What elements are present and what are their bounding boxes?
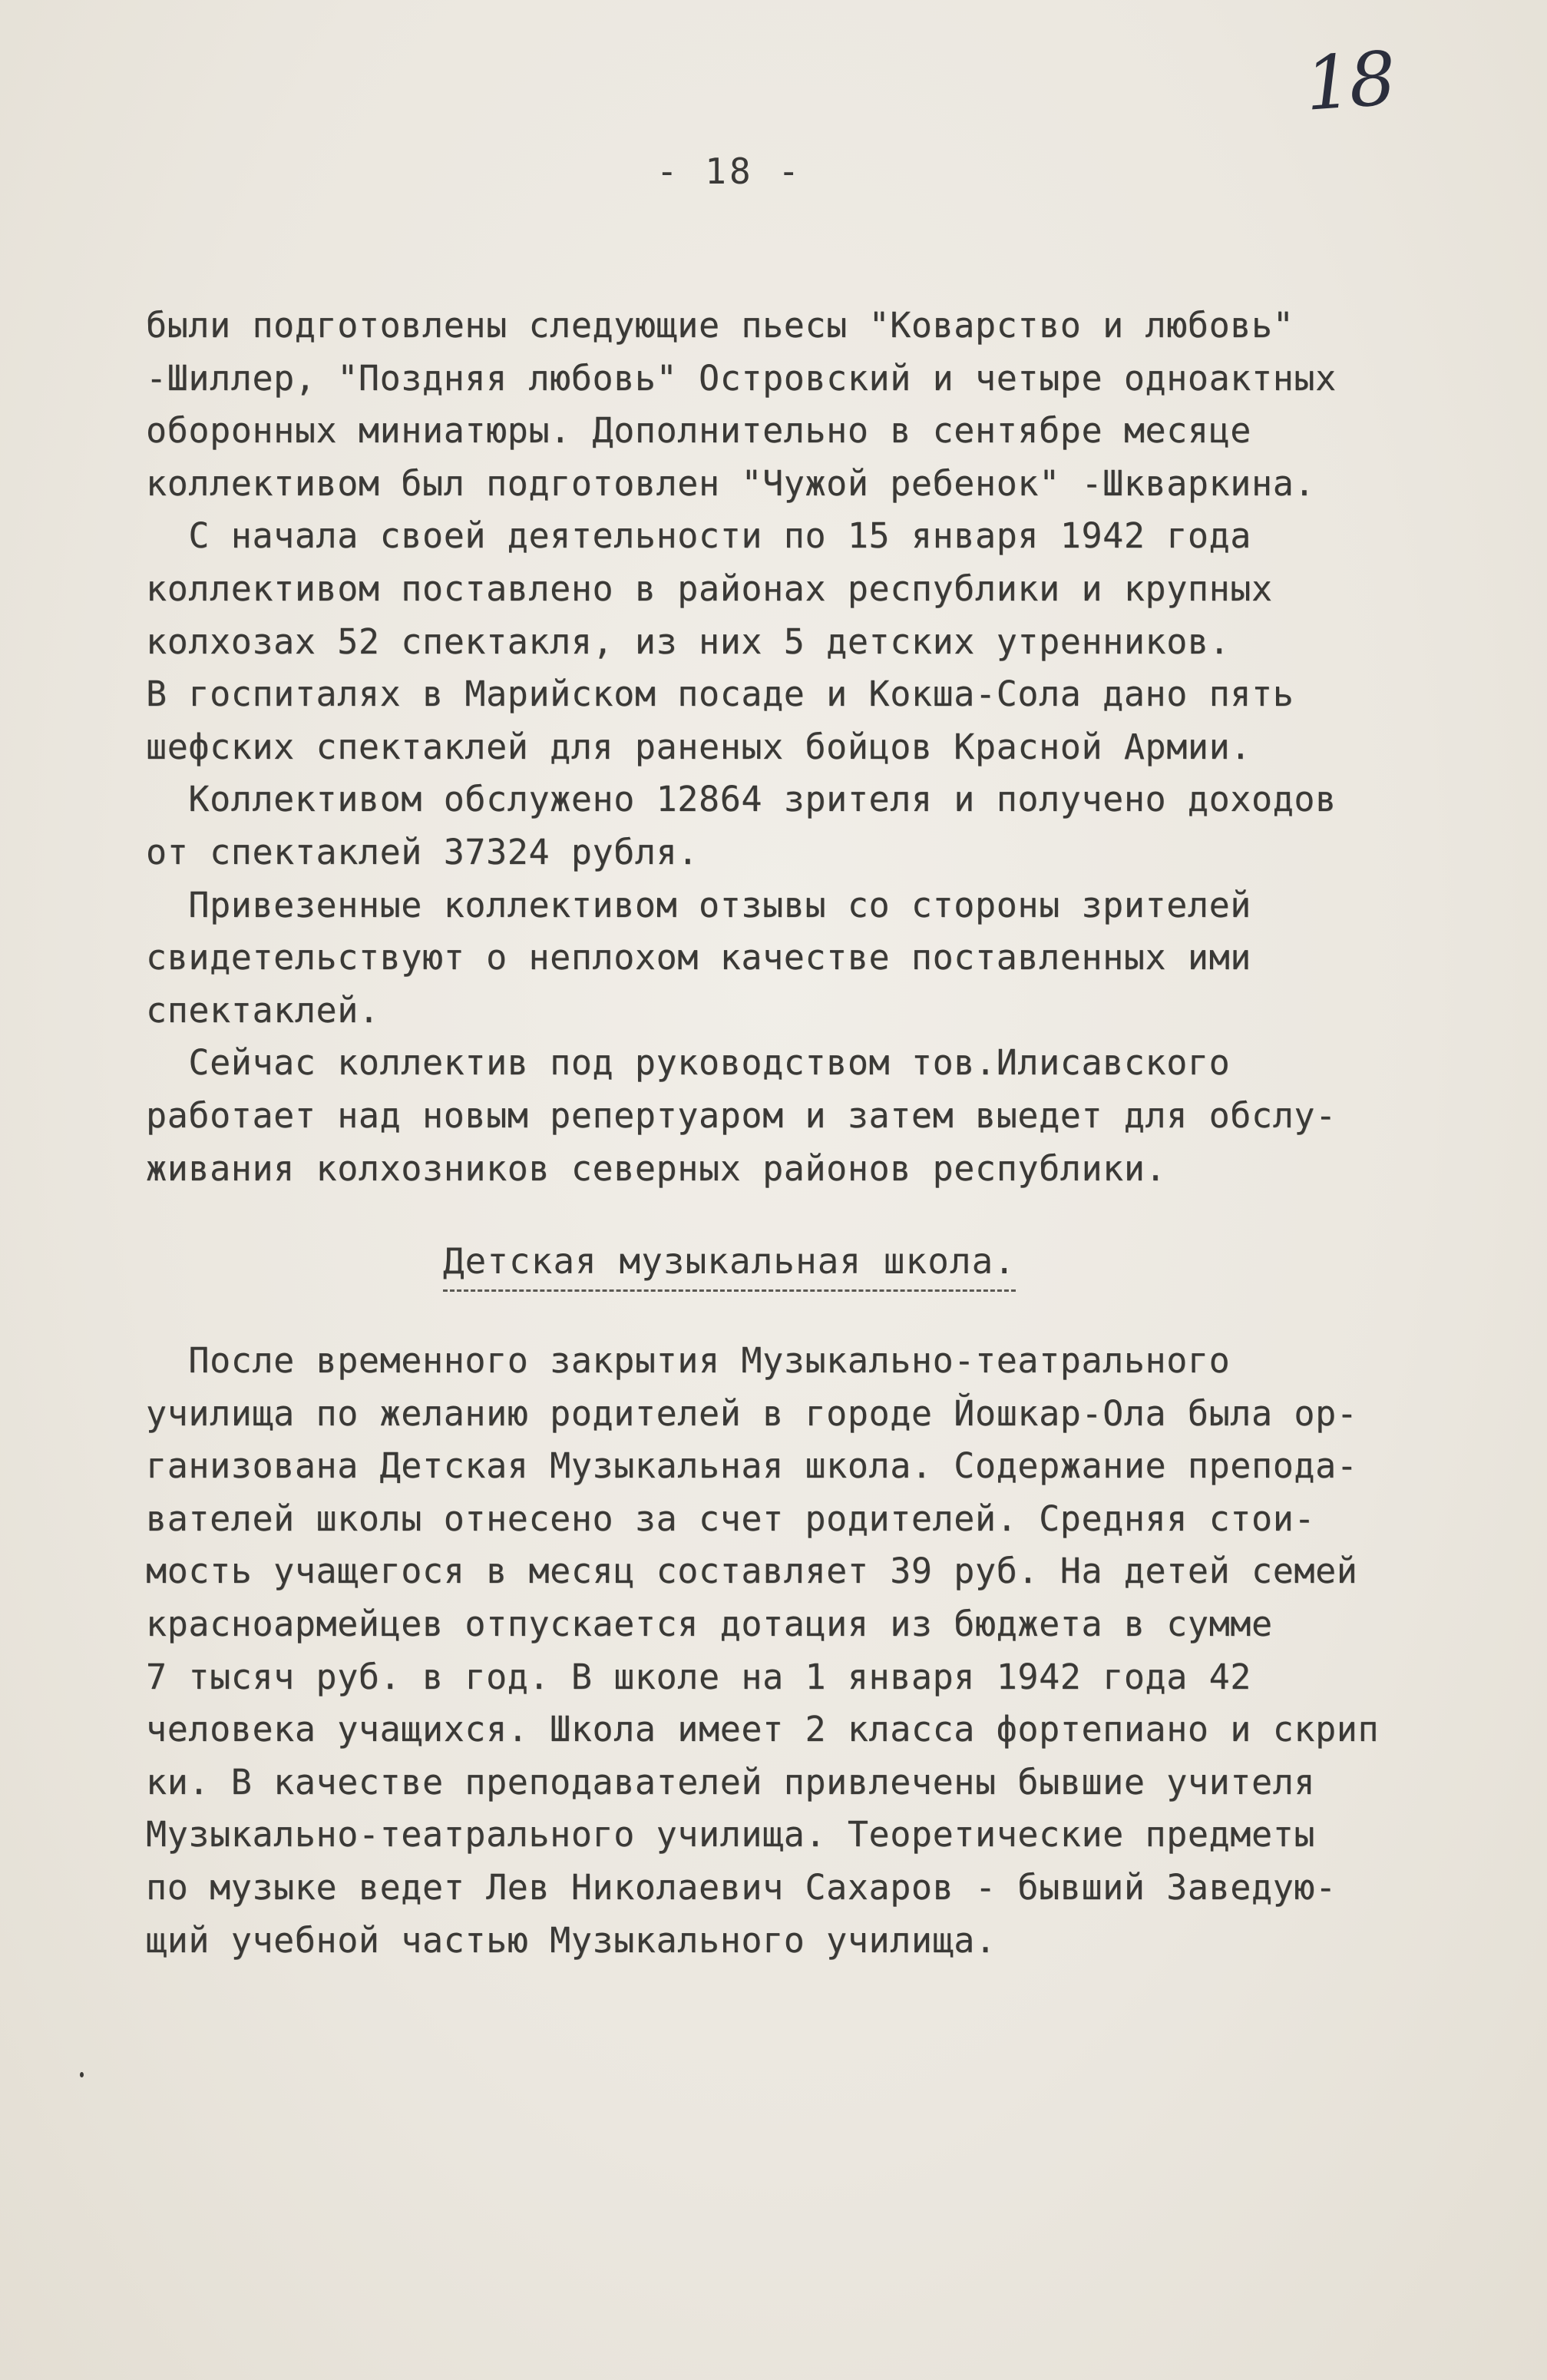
- text-line: были подготовлены следующие пьесы "Коварство и любовь": [146, 305, 1294, 346]
- text-line: Сейчас коллектив под руководством тов.Илисавского: [146, 1042, 1231, 1084]
- text-line: колхозах 52 спектакля, из них 5 детских утренников.: [146, 621, 1231, 662]
- text-line: С начала своей деятельности по 15 января 1942 года: [146, 515, 1251, 557]
- section-heading-wrap: [0, 1240, 1459, 1292]
- text-line: В госпиталях в Марийском посаде и Кокша-Сола дано пять: [146, 674, 1294, 715]
- text-line: спектаклей.: [146, 989, 380, 1031]
- text-line: щий учебной частью Музыкального училища.: [146, 1919, 997, 1961]
- text-line: училища по желанию родителей в городе Йошкар-Ола была ор-: [146, 1392, 1358, 1434]
- text-line: живания колхозников северных районов республики.: [146, 1147, 1167, 1189]
- text-line: Музыкально-театрального училища. Теоретические предметы: [146, 1814, 1316, 1855]
- text-line: вателей школы отнесено за счет родителей. Средняя стои-: [146, 1498, 1316, 1539]
- body-text-top: [146, 300, 1512, 1195]
- handwritten-folio-number: 18: [1302, 35, 1396, 127]
- text-line: по музыке ведет Лев Николаевич Сахаров - бывший Заведую-: [146, 1866, 1337, 1908]
- text-line: ганизована Детская Музыкальная школа. Содержание препода-: [146, 1445, 1358, 1487]
- ink-speck: [80, 2072, 84, 2077]
- body-text-bottom: [146, 1335, 1528, 1967]
- text-line: 7 тысяч руб. в год. В школе на 1 января 1942 года 42: [146, 1656, 1251, 1697]
- text-line: -Шиллер, "Поздняя любовь" Островский и четыре одноактных: [146, 357, 1337, 399]
- section-heading: Детская музыкальная школа.: [443, 1240, 1016, 1292]
- page-number: - 18 -: [656, 151, 803, 192]
- text-line: оборонных миниатюры. Дополнительно в сентябре месяце: [146, 410, 1251, 452]
- text-line: шефских спектаклей для раненых бойцов Красной Армии.: [146, 726, 1251, 767]
- text-line: работает над новым репертуаром и затем выедет для обслу-: [146, 1094, 1337, 1136]
- text-line: После временного закрытия Музыкально-театрального: [146, 1340, 1231, 1381]
- text-line: коллективом поставлено в районах республики и крупных: [146, 568, 1273, 609]
- text-line: красноармейцев отпускается дотация из бюджета в сумме: [146, 1603, 1273, 1644]
- text-line: мость учащегося в месяц составляет 39 руб. На детей семей: [146, 1551, 1358, 1592]
- text-line: человека учащихся. Школа имеет 2 класса фортепиано и скрип: [146, 1709, 1380, 1750]
- text-line: коллективом был подготовлен "Чужой ребенок" -Шкваркина.: [146, 462, 1316, 504]
- text-line: Привезенные коллективом отзывы со стороны зрителей: [146, 884, 1251, 925]
- text-line: Коллективом обслужено 12864 зрителя и получено доходов: [146, 779, 1337, 820]
- text-line: свидетельствуют о неплохом качестве поставленных ими: [146, 937, 1251, 978]
- text-line: ки. В качестве преподавателей привлечены бывшие учителя: [146, 1761, 1316, 1802]
- text-line: от спектаклей 37324 рубля.: [146, 831, 699, 872]
